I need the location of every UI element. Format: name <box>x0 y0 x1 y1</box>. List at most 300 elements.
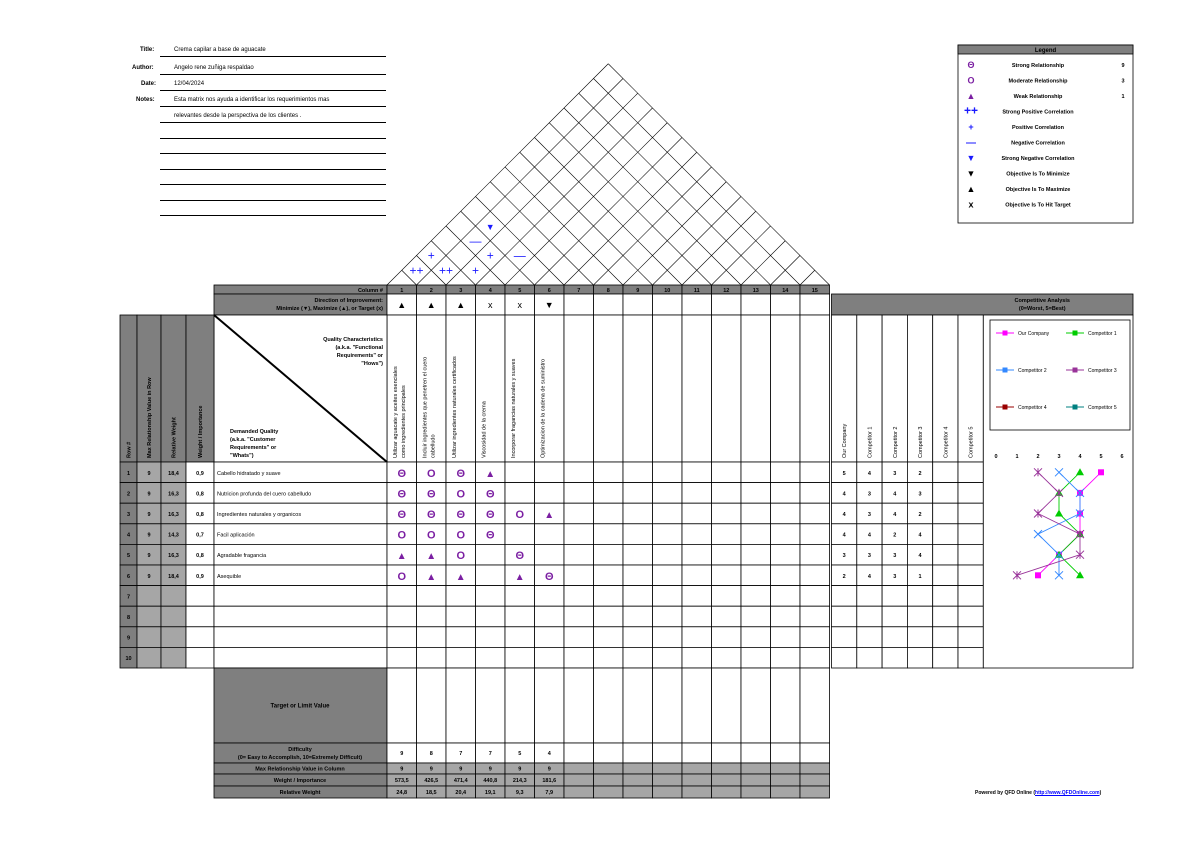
relationship-symbol: O <box>515 509 525 521</box>
bottom-value: 9 <box>488 766 492 773</box>
direction-symbol: ▲ <box>397 300 407 310</box>
direction-cell <box>623 294 653 315</box>
competitor-score-cell <box>958 586 983 607</box>
column-number: 14 <box>782 288 789 294</box>
column-number: 4 <box>488 288 492 294</box>
roof-grid-line <box>520 152 653 285</box>
competitor-score: 4 <box>893 512 897 518</box>
legend-value: 1 <box>1121 94 1125 100</box>
relationship-cell <box>712 483 742 504</box>
bottom-value-cell <box>653 774 683 786</box>
relationship-symbol: ▲ <box>426 571 437 583</box>
bottom-value-cell <box>682 774 712 786</box>
relationship-cell <box>682 586 712 607</box>
row-weight: 0,9 <box>196 573 204 580</box>
relationship-cell <box>741 524 771 545</box>
relationship-cell <box>623 544 653 565</box>
row-max-value: 9 <box>147 553 151 560</box>
direction-cell <box>800 294 830 315</box>
target-value-cell <box>771 668 801 743</box>
competitor-score-cell <box>958 544 983 565</box>
legend-symbol: x <box>968 199 974 210</box>
relationship-cell <box>771 586 801 607</box>
chart-axis-tick: 5 <box>1099 454 1103 460</box>
bottom-value-cell <box>741 763 771 774</box>
date-label: Date: <box>141 81 157 87</box>
chart-legend-label: Our Company <box>1018 331 1050 337</box>
column-number: 11 <box>693 288 700 294</box>
relationship-cell <box>682 606 712 627</box>
relationship-cell <box>771 565 801 586</box>
relationship-symbol: Θ <box>456 467 466 480</box>
relationship-cell <box>682 544 712 565</box>
relationship-cell <box>712 524 742 545</box>
relationship-cell <box>564 606 594 627</box>
roof-grid-line <box>505 123 667 285</box>
competitor-score-cell <box>882 586 907 607</box>
bottom-label: Relative Weight <box>279 790 321 796</box>
relationship-cell <box>682 627 712 648</box>
relationship-cell <box>505 647 535 668</box>
competitor-header-label: Competitor 5 <box>968 426 975 458</box>
bottom-value-cell <box>800 774 830 786</box>
competitive-header <box>832 294 1134 315</box>
chart-legend-marker <box>1073 405 1078 410</box>
competitor-score-cell <box>958 647 983 668</box>
bottom-value-cell <box>682 786 712 798</box>
competitor-score-cell <box>958 503 983 524</box>
row-relative-weight-cell <box>161 647 186 668</box>
relationship-cell <box>535 483 565 504</box>
competitor-score: 3 <box>842 553 846 560</box>
competitor-score-cell <box>933 483 958 504</box>
bottom-value: 181,6 <box>542 778 557 784</box>
legend-symbol: Θ <box>967 60 975 70</box>
bottom-value-cell <box>712 774 742 786</box>
relationship-cell <box>771 524 801 545</box>
bottom-value-cell <box>712 743 742 763</box>
competitor-score: 4 <box>867 573 871 580</box>
legend-label: Strong Relationship <box>1011 63 1065 69</box>
competitor-score: 3 <box>893 553 897 560</box>
bottom-value-cell <box>564 786 594 798</box>
relationship-cell <box>800 462 830 483</box>
target-value-cell <box>594 668 624 743</box>
target-value-cell <box>741 668 771 743</box>
demanded-quality-label: "Whats") <box>230 453 254 459</box>
notes-line-1: Esta matrix nos ayuda a identificar los requerimientos mas <box>174 97 330 103</box>
relationship-cell <box>741 483 771 504</box>
competitive-title: Competitive Analysis <box>1014 298 1070 304</box>
relationship-cell <box>741 544 771 565</box>
direction-symbol: ▲ <box>426 300 436 310</box>
relationship-cell <box>800 586 830 607</box>
bottom-value: 9 <box>547 766 551 773</box>
relationship-symbol: Θ <box>426 509 436 521</box>
competitor-score-cell <box>933 524 958 545</box>
chart-legend-label: Competitor 1 <box>1088 331 1117 337</box>
roof-grid-line <box>387 64 608 285</box>
row-number: 6 <box>126 573 131 580</box>
bottom-value-cell <box>594 786 624 798</box>
target-value-cell <box>387 668 417 743</box>
bottom-value: 18,5 <box>425 790 437 796</box>
direction-cell <box>712 294 742 315</box>
relationship-cell <box>653 647 683 668</box>
relationship-cell <box>476 565 506 586</box>
row-number: 10 <box>125 656 132 663</box>
row-relative-weight: 16,3 <box>168 512 179 518</box>
roof-correlation-symbol: ++ <box>409 263 424 278</box>
column-number: 3 <box>459 288 463 294</box>
direction-cell <box>564 294 594 315</box>
legend-symbol: — <box>966 137 976 149</box>
notes-label: Notes: <box>136 97 155 103</box>
demanded-quality-text: Asequible <box>217 573 242 580</box>
competitor-score-cell <box>933 544 958 565</box>
notes-underline <box>160 184 386 185</box>
relationship-cell <box>682 483 712 504</box>
demanded-quality-cell <box>214 627 387 648</box>
quality-characteristics-label: Quality Characteristics <box>323 337 383 343</box>
relationship-cell <box>505 606 535 627</box>
bottom-value-cell <box>712 763 742 774</box>
legend-symbol: O <box>967 75 975 86</box>
left-header-label: Row # <box>126 441 133 458</box>
demanded-quality-label: (a.k.a. "Customer <box>230 437 276 443</box>
legend-label: Objective Is To Maximize <box>1005 187 1071 193</box>
bottom-value-cell <box>653 743 683 763</box>
quality-characteristic-label: Incluir ingredientes que penetren el cuero <box>422 356 429 458</box>
competitor-score: 2 <box>893 532 897 539</box>
roof-grid-line <box>564 152 697 285</box>
competitor-score: 4 <box>893 491 897 498</box>
legend-value: 3 <box>1121 78 1125 85</box>
relationship-cell <box>771 606 801 627</box>
row-max-value-cell <box>137 586 161 607</box>
relationship-cell <box>712 544 742 565</box>
competitor-score-cell <box>907 586 932 607</box>
direction-symbol: x <box>517 300 522 310</box>
roof-grid-line <box>741 241 785 285</box>
competitor-score-cell <box>933 606 958 627</box>
quality-characteristic-cell <box>505 315 535 462</box>
competitor-score: 3 <box>918 491 922 498</box>
row-relative-weight: 18,4 <box>168 573 179 580</box>
roof-correlation-symbol: — <box>469 233 482 248</box>
row-number: 9 <box>126 635 131 642</box>
bottom-value: 9 <box>518 766 522 773</box>
demanded-quality-cell <box>214 606 387 627</box>
relationship-cell <box>653 565 683 586</box>
relationship-cell <box>594 544 624 565</box>
legend-label: Negative Correlation <box>1011 140 1065 147</box>
relationship-cell <box>417 647 447 668</box>
chart-legend-label: Competitor 4 <box>1018 405 1047 411</box>
relationship-cell <box>653 544 683 565</box>
chart-axis-tick: 1 <box>1015 454 1019 460</box>
column-number: 5 <box>518 288 522 294</box>
quality-characteristic-cell <box>476 315 506 462</box>
demanded-quality-text: Nutricion profunda del cuero cabelludo <box>217 491 312 498</box>
relationship-cell <box>476 606 506 627</box>
competitor-score: 4 <box>842 532 846 539</box>
bottom-value-cell <box>800 763 830 774</box>
quality-characteristic-cell <box>564 315 594 462</box>
bottom-value-cell <box>653 786 683 798</box>
chart-legend-marker <box>1073 368 1078 373</box>
competitor-score: 1 <box>918 573 922 580</box>
relationship-symbol: ▲ <box>426 551 437 563</box>
relationship-symbol: Θ <box>397 467 407 480</box>
relationship-cell <box>623 606 653 627</box>
bottom-value-cell <box>682 763 712 774</box>
relationship-cell <box>476 647 506 668</box>
relationship-cell <box>505 483 535 504</box>
competitor-score-cell <box>832 647 857 668</box>
powered-by <box>975 790 1101 796</box>
bottom-value: 24,8 <box>396 790 408 796</box>
roof-grid-line <box>490 182 593 285</box>
demanded-quality-text: Cabello hidratado y suave <box>217 470 281 477</box>
competitor-score-cell <box>907 606 932 627</box>
relationship-cell <box>594 565 624 586</box>
competitor-score-cell <box>882 647 907 668</box>
bottom-value: 4 <box>547 751 551 757</box>
relationship-cell <box>387 606 417 627</box>
left-header-label: Weight / Importance <box>198 405 204 458</box>
row-weight: 0,8 <box>196 553 204 560</box>
bottom-value: 7 <box>459 751 463 757</box>
row-max-value-cell <box>137 606 161 627</box>
relationship-cell <box>564 544 594 565</box>
column-number: 12 <box>723 288 730 294</box>
target-value-cell <box>417 668 447 743</box>
row-weight: 0,9 <box>196 470 204 477</box>
relationship-cell <box>741 565 771 586</box>
relationship-cell <box>653 606 683 627</box>
quality-characteristic-label: Incorporar fragancias naturales y suaves <box>511 358 517 458</box>
column-number: 1 <box>400 288 404 294</box>
chart-data-point <box>1035 572 1041 578</box>
row-number: 2 <box>126 491 131 498</box>
target-value-cell <box>800 668 830 743</box>
quality-characteristics-label: "Hows") <box>361 361 383 367</box>
bottom-value: 426,5 <box>424 778 439 784</box>
relationship-cell <box>564 627 594 648</box>
relationship-cell <box>653 503 683 524</box>
legend-label: Weak Relationship <box>1013 94 1063 100</box>
legend-label: Strong Positive Correlation <box>1002 109 1074 116</box>
roof-grid-line <box>682 211 756 285</box>
bottom-value-cell <box>771 743 801 763</box>
chart-axis-tick: 2 <box>1036 454 1040 460</box>
competitor-score: 5 <box>842 470 846 477</box>
bottom-value-cell <box>594 763 624 774</box>
target-value-cell <box>446 668 476 743</box>
bottom-value: 19,1 <box>484 790 496 796</box>
legend-symbol: + <box>968 122 974 132</box>
relationship-cell <box>505 586 535 607</box>
direction-label: Direction of Improvement: <box>314 298 383 304</box>
relationship-cell <box>623 586 653 607</box>
competitor-score: 3 <box>867 512 871 518</box>
competitor-score-cell <box>958 565 983 586</box>
competitor-score: 4 <box>867 470 871 477</box>
direction-cell <box>741 294 771 315</box>
competitor-score: 4 <box>918 532 922 539</box>
qfd-online-link[interactable]: http://www.QFDOnline.com <box>1035 790 1100 796</box>
relationship-cell <box>771 544 801 565</box>
relationship-symbol: Θ <box>456 509 466 521</box>
roof-grid-line <box>800 270 815 285</box>
relationship-symbol: Θ <box>426 488 436 501</box>
relationship-symbol: Θ <box>485 529 495 542</box>
roof-correlation-symbol: + <box>471 263 480 278</box>
relationship-symbol: O <box>426 529 436 542</box>
row-number: 8 <box>126 615 131 621</box>
relationship-cell <box>535 647 565 668</box>
competitor-score-cell <box>832 586 857 607</box>
competitor-header-label: Competitor 1 <box>867 426 874 458</box>
relationship-symbol: O <box>397 570 407 583</box>
relationship-symbol: O <box>456 550 466 563</box>
bottom-value: 5 <box>518 751 522 757</box>
relationship-cell <box>505 627 535 648</box>
demanded-quality-label: Demanded Quality <box>230 429 279 435</box>
bottom-value: 9 <box>429 766 433 773</box>
column-number: 10 <box>664 288 671 294</box>
quality-characteristics-label: Requirements" or <box>336 353 383 359</box>
relationship-cell <box>771 503 801 524</box>
row-relative-weight: 16,3 <box>168 491 179 498</box>
bottom-value: 9 <box>400 751 404 757</box>
relationship-cell <box>623 483 653 504</box>
relationship-cell <box>741 462 771 483</box>
chart-axis-tick: 4 <box>1078 454 1082 460</box>
date-value: 12/04/2024 <box>174 81 205 87</box>
competitive-subtitle: (0=Worst, 5=Best) <box>1018 306 1066 312</box>
legend-symbol: ▼ <box>966 168 976 179</box>
quality-characteristic-cell <box>594 315 624 462</box>
bottom-value: 20,4 <box>455 790 467 796</box>
legend-label: Moderate Relationship <box>1008 78 1068 85</box>
relationship-cell <box>653 483 683 504</box>
relationship-cell <box>505 462 535 483</box>
competitor-score-cell <box>882 606 907 627</box>
date-underline <box>160 90 386 91</box>
relationship-symbol: O <box>456 488 466 501</box>
demanded-quality-cell <box>214 586 387 607</box>
chart-axis-tick: 3 <box>1057 454 1061 460</box>
relationship-cell <box>476 544 506 565</box>
quality-characteristic-cell <box>623 315 653 462</box>
bottom-value-cell <box>594 774 624 786</box>
chart-legend-label: Competitor 2 <box>1018 368 1047 374</box>
chart-axis-tick: 6 <box>1120 454 1124 460</box>
relationship-symbol: Θ <box>397 488 407 501</box>
relationship-cell <box>564 647 594 668</box>
relationship-cell <box>417 627 447 648</box>
quality-characteristics-label: (a.k.a. "Functional <box>335 345 383 351</box>
row-number: 1 <box>126 470 131 477</box>
relationship-cell <box>535 606 565 627</box>
relationship-cell <box>682 503 712 524</box>
quality-characteristic-cell <box>653 315 683 462</box>
target-value-cell <box>623 668 653 743</box>
target-value-cell <box>682 668 712 743</box>
direction-symbol: ▲ <box>456 300 466 310</box>
competitor-score: 4 <box>918 553 922 560</box>
bottom-value-cell <box>594 743 624 763</box>
bottom-value-cell <box>623 763 653 774</box>
relationship-cell <box>623 627 653 648</box>
legend-title: Legend <box>1034 48 1057 54</box>
row-weight-cell <box>186 627 214 648</box>
roof-correlation-symbol: + <box>486 248 494 263</box>
title-value: Crema capilar a base de aguacate <box>174 47 266 53</box>
relationship-cell <box>741 503 771 524</box>
relationship-symbol: O <box>426 467 436 480</box>
competitor-score-cell <box>958 462 983 483</box>
relationship-cell <box>505 524 535 545</box>
bottom-value-cell <box>564 763 594 774</box>
direction-symbol: x <box>488 300 493 310</box>
column-number: 8 <box>606 288 610 294</box>
relationship-cell <box>417 606 447 627</box>
bottom-value-cell <box>564 743 594 763</box>
relationship-cell <box>446 606 476 627</box>
left-header-cell <box>120 315 137 462</box>
relationship-symbol: ▲ <box>544 510 555 521</box>
legend-symbol: ▲ <box>966 91 976 101</box>
row-relative-weight-cell <box>161 606 186 627</box>
roof-correlation-symbol: ++ <box>438 263 454 278</box>
relationship-cell <box>446 627 476 648</box>
bottom-value: 471,4 <box>453 778 468 784</box>
demanded-quality-text: Facil aplicación <box>217 532 255 539</box>
relationship-cell <box>623 503 653 524</box>
competitor-score-cell <box>857 627 882 648</box>
bottom-value-cell <box>653 763 683 774</box>
relationship-cell <box>594 627 624 648</box>
bottom-value: 9 <box>459 766 463 773</box>
competitor-score-cell <box>907 647 932 668</box>
quality-characteristic-cell <box>712 315 742 462</box>
relationship-cell <box>623 462 653 483</box>
direction-symbol: ▼ <box>544 300 554 310</box>
direction-cell <box>594 294 624 315</box>
relationship-cell <box>446 647 476 668</box>
column-number: 7 <box>577 288 581 294</box>
relationship-cell <box>712 503 742 524</box>
quality-characteristic-label: Viscosidad de la crema <box>481 401 488 458</box>
row-relative-weight: 14,3 <box>168 532 179 539</box>
relationship-cell <box>594 462 624 483</box>
bottom-value-cell <box>623 786 653 798</box>
row-max-value: 9 <box>147 512 151 518</box>
row-number: 7 <box>126 594 131 601</box>
relationship-cell <box>653 462 683 483</box>
bottom-value-cell <box>741 786 771 798</box>
relationship-cell <box>535 462 565 483</box>
competitor-score-cell <box>933 586 958 607</box>
bottom-value-cell <box>771 774 801 786</box>
chart-legend-marker <box>1073 331 1078 336</box>
target-value-cell <box>476 668 506 743</box>
notes-underline <box>160 215 386 216</box>
column-number: 2 <box>429 288 433 294</box>
